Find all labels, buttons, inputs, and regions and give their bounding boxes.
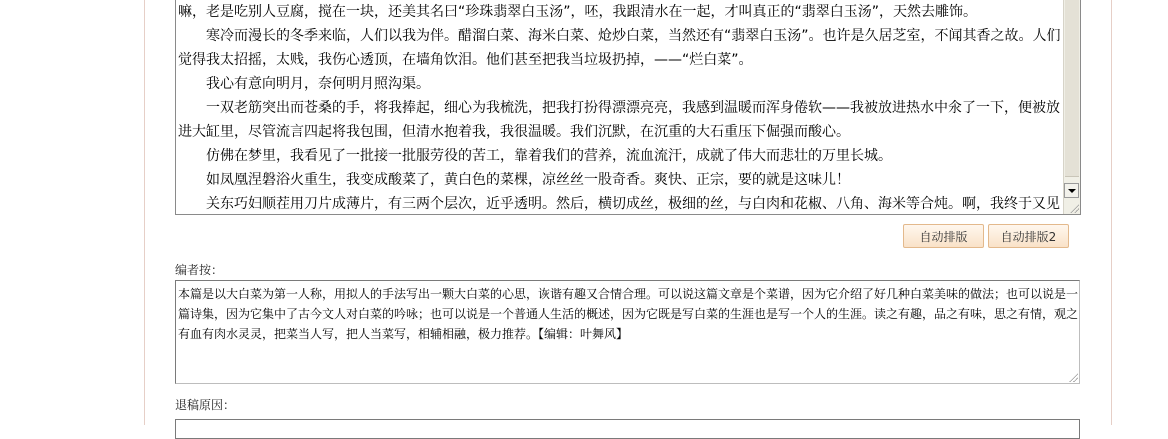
article-content-editor[interactable] bbox=[175, 0, 1081, 215]
editor-note-textarea[interactable] bbox=[175, 280, 1080, 384]
article-paragraph: 我心有意向明月，奈何明月照沟渠。 bbox=[206, 76, 430, 92]
article-paragraph: 关东巧妇顺茬用刀片成薄片，有三两个层次，近乎透明。然后，横切成丝，极细的丝，与白肉和花椒、八角、海米等合炖。啊，我终于又见 bbox=[206, 196, 1060, 212]
auto-format-2-button[interactable]: 自动排版2 bbox=[988, 224, 1069, 248]
reject-reason-textarea[interactable] bbox=[175, 419, 1080, 439]
resize-grip-icon[interactable] bbox=[1068, 372, 1078, 382]
editor-note-label: 编者按： bbox=[175, 263, 224, 277]
auto-format-button[interactable]: 自动排版 bbox=[903, 224, 984, 248]
reject-reason-label: 退稿原因： bbox=[175, 398, 236, 412]
scrollbar-thumb[interactable] bbox=[1065, 0, 1079, 177]
resize-grip-icon[interactable] bbox=[1069, 203, 1079, 213]
article-paragraph: 仿佛在梦里，我看见了一批接一批服劳役的苦工，靠着我们的营养，流血流汗，成就了伟大而悲壮的万里长城。 bbox=[206, 148, 892, 164]
article-paragraph: 寒冷而漫长的冬季来临，人们以我为伴。醋溜白菜、海米白菜、炝炒白菜，当然还有“翡翠白玉汤”。也许是久居芝室，不闻其香之故。人们觉得我太招摇，太贱，我伤心透顶，在墙角饮泪。他们甚至把我当垃圾扔掉，——“烂白菜”。 bbox=[178, 28, 1061, 68]
editor-note-text[interactable]: 本篇是以大白菜为第一人称，用拟人的手法写出一颗大白菜的心思，诙谐有趣又合情合理。可以说这篇文章是个菜谱，因为它介绍了好几种白菜美味的做法；也可以说是一篇诗集，因为它集中了古今文人对白菜的吟咏；也可以说是一个普通人生活的概述，因为它既是写白菜的生涯也是写一个人的生涯。读之有趣，品之有味，思之有情，观之有血有肉水灵灵，把菜当人写，把人当菜写，相辅相融，极力推荐。【编辑：叶舞风】 bbox=[178, 287, 1079, 341]
scroll-down-arrow-icon[interactable] bbox=[1064, 183, 1079, 198]
article-paragraph: 如凤凰涅磐浴火重生，我变成酸菜了，黄白色的菜棵，凉丝丝一股奇香。爽快、正宗，要的就是这味儿！ bbox=[206, 172, 850, 188]
frame-left-border bbox=[144, 0, 145, 425]
vertical-scrollbar[interactable] bbox=[1063, 0, 1080, 214]
article-paragraph: 嘛，老是吃别人豆腐，搅在一块，还美其名曰“珍珠翡翠白玉汤”，呸，我跟清水在一起，才叫真正的“翡翠白玉汤”，天然去雕饰。 bbox=[178, 4, 978, 20]
article-paragraph: 一双老筋突出而苍桑的手，将我捧起，细心为我梳洗，把我打扮得漂漂亮亮，我感到温暖而浑身倦软——我被放进热水中氽了一下，便被放进大缸里，尽管流言四起将我包围，但清水抱着我，我很温暖。我们沉默，在沉重的大石重压下倔强而酸心。 bbox=[178, 100, 1060, 140]
frame-right-border bbox=[1111, 0, 1112, 425]
article-text[interactable] bbox=[178, 0, 1062, 215]
